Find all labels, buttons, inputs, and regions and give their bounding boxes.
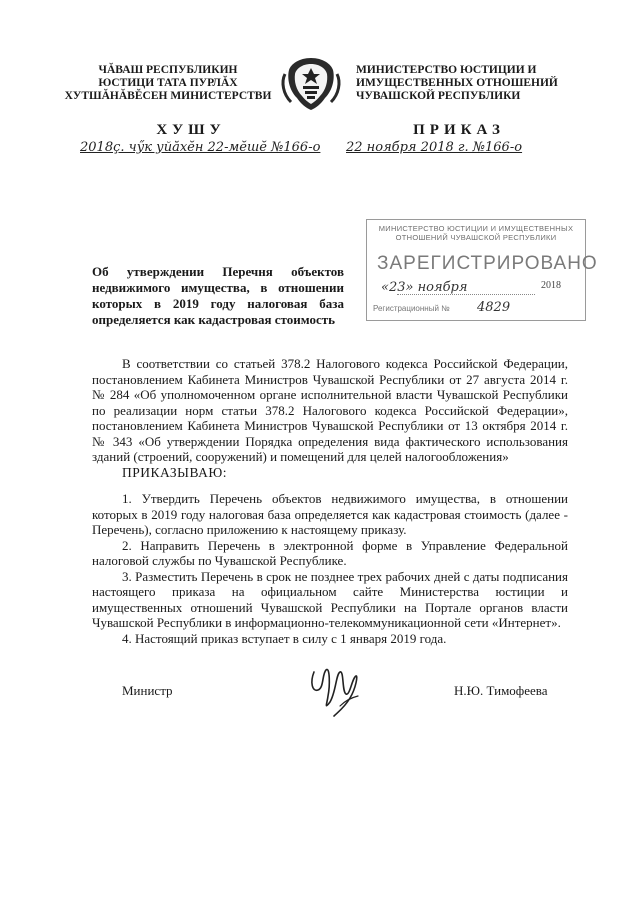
doc-kind-russian: ПРИКАЗ	[413, 122, 505, 138]
header-right-line-1: МИНИСТЕРСТВО ЮСТИЦИИ И	[356, 64, 537, 76]
intro-paragraph: В соответствии со статьей 378.2 Налогового кодекса Российской Федерации, постановлением Кабинета Министров Чувашской Республики от 27 августа 2014 г. № 284 «Об уполномоченном органе исполнительной власти Чувашской Республики по реализации норм статьи 378.2 Налогового кодекса Российской Федерации», постановлением Кабинета Министров Чувашской Республики от 13 октября 2014 г. № 343 «Об утверждении Порядка определения вида фактического использования зданий (строений, сооружений) и помещений для целей налогообложения»	[92, 356, 568, 464]
stamp-registered: ЗАРЕГИСТРИРОВАНО	[377, 253, 598, 274]
order-items	[92, 491, 568, 646]
signer-role: Министр	[122, 683, 173, 698]
order-heading: ПРИКАЗЫВАЮ:	[122, 465, 227, 480]
doc-kind-chuvash: ХУШУ	[156, 122, 226, 138]
stamp-date: «23» ноября	[381, 280, 468, 295]
handwritten-date-russian: 22 ноября 2018 г. №166-о	[346, 140, 523, 155]
header-left-line-2: ЮСТИЦИ ТАТА ПУРЛĂХ	[98, 77, 238, 89]
header-right-russian	[356, 64, 566, 103]
stamp-org-line-1: МИНИСТЕРСТВО ЮСТИЦИИ И ИМУЩЕСТВЕННЫХ	[378, 224, 574, 233]
header-right-line-2: ИМУЩЕСТВЕННЫХ ОТНОШЕНИЙ	[356, 77, 558, 89]
header-right-line-3: ЧУВАШСКОЙ РЕСПУБЛИКИ	[356, 90, 521, 102]
handwritten-date-chuvash: 2018ç. чӳк уйӑхӗн 22-мӗшӗ №166-о	[80, 140, 321, 155]
order-subject: Об утверждении Перечня объектов недвижимого имущества, в отношении которых в 2019 году налоговая база определяется как кадастровая стоимость	[92, 264, 344, 327]
order-item-1: 1. Утвердить Перечень объектов недвижимого имущества, в отношении которых в 2019 году налоговая база определяется как кадастровая стоимость (далее - Перечень), согласно приложению к настоящему приказу.	[92, 491, 568, 537]
stamp-reg-label: Регистрационный №	[373, 304, 450, 313]
stamp-year: 2018	[541, 280, 561, 291]
stamp-date-line	[397, 294, 535, 295]
chuvash-coat-of-arms-icon	[279, 52, 343, 116]
signer-name: Н.Ю. Тимофеева	[454, 683, 548, 698]
order-item-4: 4. Настоящий приказ вступает в силу с 1 января 2019 года.	[122, 630, 447, 646]
order-item-3: 3. Разместить Перечень в срок не позднее трех рабочих дней с даты подписания настоящего приказа на официальном сайте Министерства юстиции и имущественных отношений Чувашской Республики на Портале органов власти Чувашской Республики в информационно-телекоммуникационной сети «Интернет».	[92, 568, 568, 630]
stamp-reg-number: 4829	[477, 300, 511, 315]
header-left-chuvash	[62, 64, 274, 103]
handwritten-signature-icon	[300, 662, 370, 720]
registration-stamp	[366, 219, 598, 321]
stamp-org-line-2: ОТНОШЕНИЙ ЧУВАШСКОЙ РЕСПУБЛИКИ	[395, 233, 557, 242]
order-item-2: 2. Направить Перечень в электронной форме в Управление Федеральной налоговой службы по Чувашской Республике.	[92, 537, 568, 568]
header-left-line-3: ХУТШĂНĂВĔСЕН МИНИСТЕРСТВИ	[64, 90, 272, 102]
header-left-line-1: ЧĂВАШ РЕСПУБЛИКИН	[98, 64, 238, 76]
